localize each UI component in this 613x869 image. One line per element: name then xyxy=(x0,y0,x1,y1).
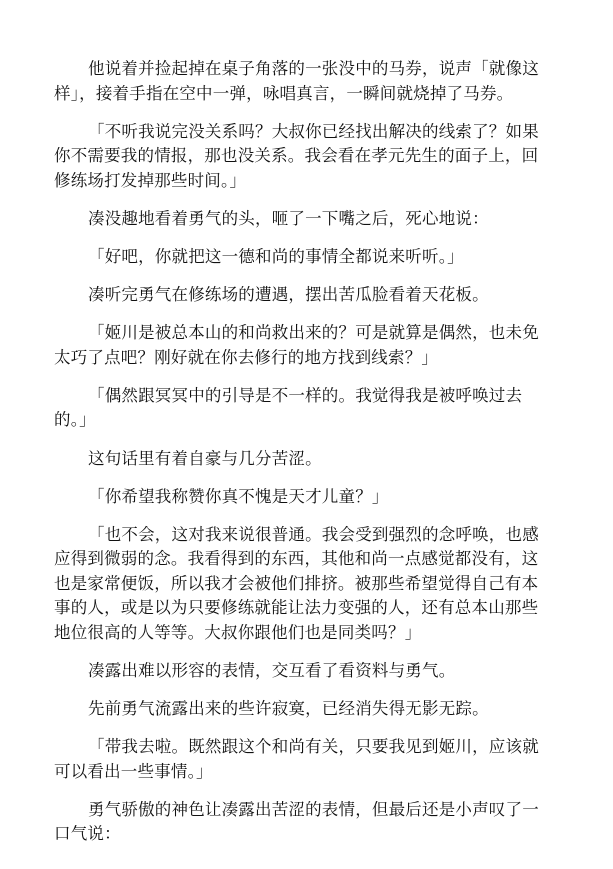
paragraph-9 xyxy=(88,485,556,510)
paragraph-11 xyxy=(88,659,556,684)
paragraph-line: 可以看出一些事情。」 xyxy=(54,761,213,781)
paragraph-4 xyxy=(88,245,556,270)
paragraph-1 xyxy=(54,57,556,106)
paragraph-line: 他说着并捡起掉在桌子角落的一张没中的马券，说声「就像这 xyxy=(88,59,539,78)
paragraph-line: 「不听我说完没关系吗？大叔你已经找出解决的线索了？如果 xyxy=(88,121,539,141)
paragraph-line: 修练场打发掉那些时间。」 xyxy=(54,170,247,190)
paragraph-5 xyxy=(88,283,556,308)
paragraph-line: 地位很高的人等等。大叔你跟他们也是同类吗？」 xyxy=(54,622,422,642)
paragraph-line: 凑没趣地看着勇气的头，咂了一下嘴之后，死心地说： xyxy=(88,208,489,228)
paragraph-line: 的。」 xyxy=(54,410,96,430)
paragraph-line: 「也不会，这对我来说很普通。我会受到强烈的念呼唤，也感 xyxy=(88,524,539,544)
paragraph-line: 凑听完勇气在修练场的遭遇，摆出苦瓜脸看着天花板。 xyxy=(88,285,489,305)
paragraph-10 xyxy=(54,523,556,646)
paragraph-line: 你不需要我的情报，那也没关系。我会看在孝元先生的面子上，回 xyxy=(54,146,539,166)
paragraph-14 xyxy=(54,798,556,847)
paragraph-line: 「你希望我称赞你真不愧是天才儿童？」 xyxy=(88,486,389,506)
paragraph-line: 「姬川是被总本山的和尚救出来的？可是就算是偶然，也未免 xyxy=(88,323,539,343)
paragraph-line: 勇气骄傲的神色让凑露出苦涩的表情，但最后还是小声叹了一 xyxy=(88,799,539,819)
paragraph-line: 口气说： xyxy=(54,824,121,844)
paragraph-line: 这句话里有着自豪与几分苦涩。 xyxy=(88,448,322,468)
paragraph-line: 样」，接着手指在空中一弹，咏唱真言，一瞬间就烧掉了马券。 xyxy=(54,83,514,103)
paragraph-line: 「带我去啦。既然跟这个和尚有关，只要我见到姬川，应该就 xyxy=(88,737,539,757)
paragraph-line: 先前勇气流露出来的些许寂寞，已经消失得无影无踪。 xyxy=(88,699,489,719)
paragraph-line: 应得到微弱的念。我看得到的东西，其他和尚一点感觉都没有，这 xyxy=(54,549,539,569)
paragraph-line: 太巧了点吧？刚好就在你去修行的地方找到线索？」 xyxy=(54,347,439,367)
paragraph-6 xyxy=(54,321,556,370)
paragraph-12 xyxy=(88,697,556,722)
paragraph-13 xyxy=(54,735,556,784)
paragraph-line: 也是家常便饭，所以我才会被他们排挤。被那些希望觉得自己有本 xyxy=(54,573,539,593)
paragraph-7 xyxy=(54,384,556,433)
paragraph-line: 「偶然跟冥冥中的引导是不一样的。我觉得我是被呼唤过去 xyxy=(88,385,523,405)
paragraph-line: 凑露出难以形容的表情，交互看了看资料与勇气。 xyxy=(88,661,456,681)
paragraph-2 xyxy=(54,120,556,194)
paragraph-3 xyxy=(88,207,556,232)
paragraph-line: 「好吧，你就把这一德和尚的事情全都说来听听。」 xyxy=(88,246,464,266)
paragraph-line: 事的人，或是以为只要修练就能让法力变强的人，还有总本山那些 xyxy=(54,598,539,618)
paragraph-8 xyxy=(88,447,556,472)
